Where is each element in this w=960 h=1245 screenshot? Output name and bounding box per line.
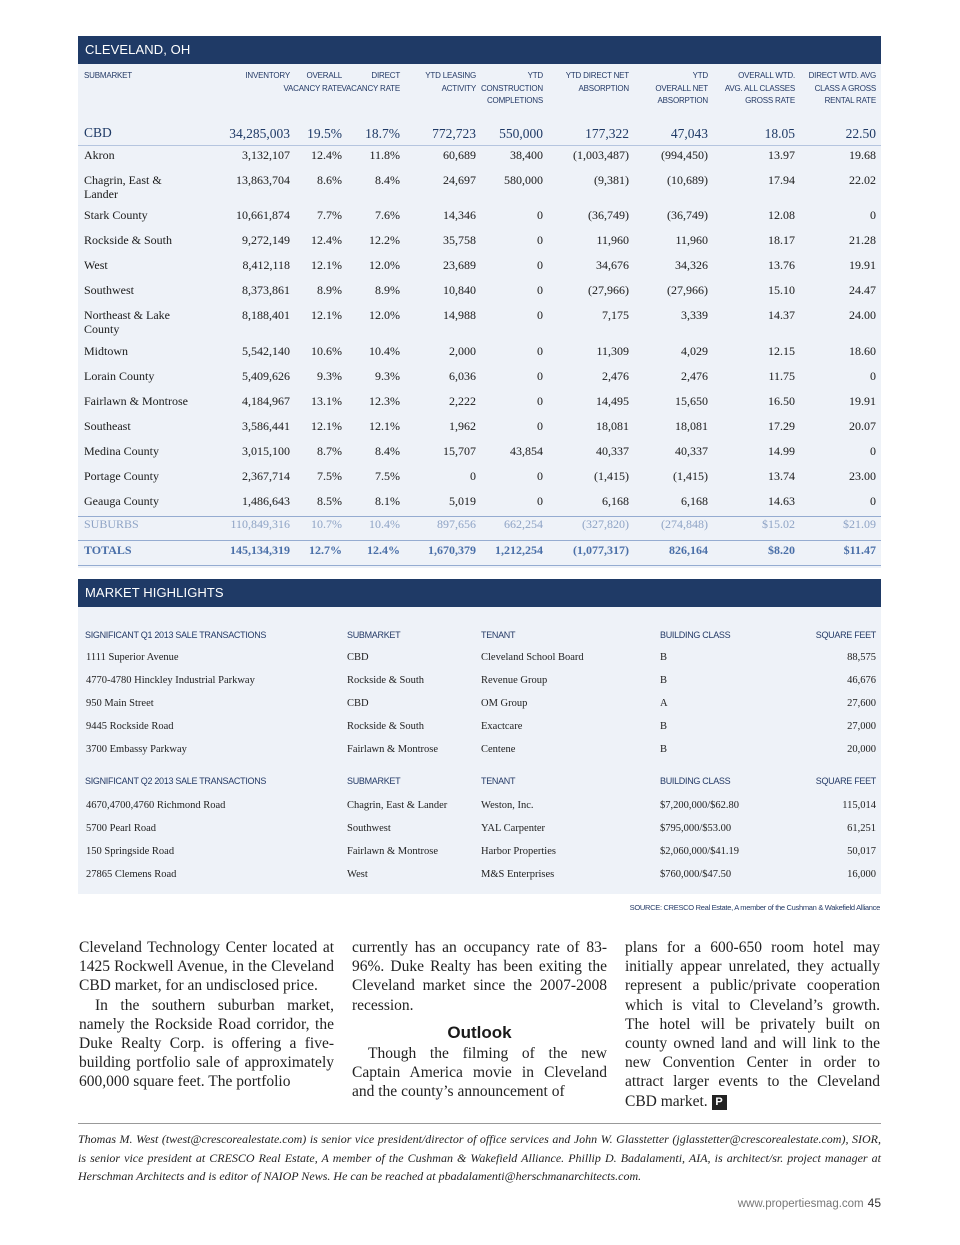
column-header: YTD LEASING ACTIVITY	[425, 71, 476, 93]
table-cell: 21.28	[849, 233, 876, 247]
market-table-title: CLEVELAND, OH	[78, 36, 881, 64]
submarket-name: Southeast	[84, 419, 131, 433]
table-rule	[78, 565, 881, 566]
table-cell: 0	[870, 494, 876, 508]
table-cell: 60,689	[443, 148, 476, 162]
table-cell: 0	[537, 369, 543, 383]
table-row	[78, 308, 881, 336]
table-cell: 10.6%	[311, 344, 342, 358]
table-cell: 11.8%	[369, 148, 400, 162]
table-cell: 7.5%	[317, 469, 342, 483]
table-cell: 12.1%	[311, 419, 342, 433]
table-cell: 12.08	[768, 208, 795, 222]
table-cell: 8,188,401	[242, 308, 290, 322]
table-cell: 12.3%	[369, 394, 400, 408]
table-cell: 12.0%	[369, 258, 400, 272]
table-cell: 0	[537, 344, 543, 358]
table-cell: 9,272,149	[242, 233, 290, 247]
column-header: DIRECT WTD. AVG CLASS A GROSS RENTAL RATE	[808, 71, 876, 105]
highlights-column-header: BUILDING CLASS	[660, 630, 731, 640]
table-cell: 3,339	[681, 308, 708, 322]
table-cell: 12.4%	[367, 543, 400, 557]
highlights-cell: 50,017	[847, 846, 876, 857]
highlights-cell: Cleveland School Board	[481, 652, 584, 663]
table-cell: 9.3%	[375, 369, 400, 383]
table-cell: 10.4%	[369, 517, 400, 531]
table-cell: 0	[537, 208, 543, 222]
article-paragraph	[625, 938, 880, 1111]
transaction-address: 4770-4780 Hinckley Industrial Parkway	[86, 675, 255, 686]
transaction-address: 1111 Superior Avenue	[86, 652, 179, 663]
table-cell: 1,962	[449, 419, 476, 433]
submarket-name: Geauga County	[84, 494, 159, 508]
column-header: SUBMARKET	[84, 71, 132, 80]
table-row	[78, 469, 881, 493]
table-cell: (36,749)	[588, 208, 629, 222]
table-cell: 2,222	[449, 394, 476, 408]
highlights-column-header: SQUARE FEET	[815, 776, 876, 786]
table-cell: (9,381)	[594, 173, 629, 187]
table-cell: 18,081	[596, 419, 629, 433]
submarket-name: TOTALS	[84, 543, 132, 557]
table-cell: 1,670,379	[428, 543, 476, 557]
table-cell: 13,863,704	[236, 173, 290, 187]
highlights-cell: 27,600	[847, 698, 876, 709]
table-cell: 8,412,118	[242, 258, 290, 272]
submarket-name: CBD	[84, 125, 112, 140]
table-cell: 550,000	[499, 126, 543, 141]
column-header: OVERALL WTD. AVG. ALL CLASSES GROSS RATE	[724, 71, 795, 105]
table-cell: 14.99	[768, 444, 795, 458]
table-rule	[78, 145, 881, 146]
table-cell: 18.17	[768, 233, 795, 247]
table-cell: 3,132,107	[242, 148, 290, 162]
transaction-address: 27865 Clemens Road	[86, 869, 177, 880]
table-row	[78, 369, 881, 393]
table-row	[78, 283, 881, 307]
highlights-cell: Harbor Properties	[481, 846, 556, 857]
article-paragraph: Cleveland Technology Center located at 1425 Rockwell Avenue, in the Cleveland CBD market, for an undisclosed price.	[79, 939, 334, 995]
submarket-name: Midtown	[84, 344, 129, 358]
table-cell: 4,184,967	[242, 394, 290, 408]
table-cell: 7,175	[602, 308, 629, 322]
table-cell: 0	[537, 283, 543, 297]
highlights-cell: B	[660, 721, 668, 732]
table-cell: 13.1%	[311, 394, 342, 408]
table-cell: $15.02	[762, 517, 795, 531]
page-number: 45	[867, 1196, 881, 1210]
table-cell: 3,586,441	[242, 419, 290, 433]
highlights-title: MARKET HIGHLIGHTS	[78, 579, 881, 607]
table-cell: (327,820)	[582, 517, 629, 531]
highlights-column-header: SUBMARKET	[347, 776, 401, 786]
table-cell: 12.1%	[311, 258, 342, 272]
table-cell: 5,409,626	[242, 369, 290, 383]
table-cell: 18.05	[764, 126, 795, 141]
table-cell: 7.6%	[375, 208, 400, 222]
highlights-cell: Chagrin, East & Lander	[347, 800, 448, 811]
table-cell: 0	[537, 469, 543, 483]
table-cell: 17.29	[768, 419, 795, 433]
table-cell: 24.00	[849, 308, 876, 322]
table-cell: $8.20	[768, 543, 795, 557]
highlights-cell: Rockside & South	[347, 721, 425, 732]
table-cell: 0	[870, 208, 876, 222]
table-cell: 11,960	[596, 233, 629, 247]
highlights-cell: 115,014	[842, 800, 876, 811]
table-cell: 145,134,319	[230, 543, 290, 557]
table-cell: 8.9%	[375, 283, 400, 297]
highlights-cell: 88,575	[847, 652, 876, 663]
table-row	[78, 543, 881, 567]
table-cell: 0	[537, 258, 543, 272]
submarket-name: Northeast & Lake County	[84, 308, 170, 336]
table-rule	[78, 516, 881, 517]
table-cell: 897,656	[437, 517, 476, 531]
transaction-address: 950 Main Street	[86, 698, 154, 709]
table-cell: 10.7%	[311, 517, 342, 531]
table-cell: 12.15	[768, 344, 795, 358]
transaction-address: 3700 Embassy Parkway	[86, 744, 187, 755]
table-cell: 40,337	[675, 444, 708, 458]
table-cell: 8.1%	[375, 494, 400, 508]
submarket-name: West	[84, 258, 108, 272]
table-cell: 826,164	[669, 543, 708, 557]
table-cell: 19.91	[849, 394, 876, 408]
highlights-cell: Fairlawn & Montrose	[347, 744, 438, 755]
table-cell: 34,676	[596, 258, 629, 272]
table-cell: 12.1%	[369, 419, 400, 433]
table-cell: 10,661,874	[236, 208, 290, 222]
submarket-name: Stark County	[84, 208, 148, 222]
table-cell: 12.4%	[311, 148, 342, 162]
highlights-cell: $7,200,000/$62.80	[660, 800, 740, 811]
table-cell: 35,758	[443, 233, 476, 247]
table-cell: 177,322	[585, 126, 629, 141]
submarket-name: Akron	[84, 148, 115, 162]
table-cell: 18.60	[849, 344, 876, 358]
table-cell: 15.10	[768, 283, 795, 297]
table-cell: 662,254	[504, 517, 543, 531]
article-paragraph: In the southern suburban market, namely the Rockside Road corridor, the Duke Realty Corp. is offering a five-building portfolio sale of approximately 600,000 square feet. The portfolio	[79, 996, 334, 1091]
table-cell: 18,081	[675, 419, 708, 433]
table-cell: 8,373,861	[242, 283, 290, 297]
table-rule	[78, 540, 881, 541]
table-cell: 2,476	[602, 369, 629, 383]
author-bio: Thomas M. West (twest@crescorealestate.com) is senior vice president/director of office services and John W. Glasstetter (jglasstetter@crescorealestate.com), SIOR, is senior vice president at CRESCO Real Estate, A member of the Cushman & Wakefield Alliance. Phillip D. Badalamenti, AIA, is architect/sr. project manager at Herschman Architects and is editor of NAIOP News. He can be reached at pbadalamenti@herschmanarchitects.com.	[78, 1132, 881, 1183]
table-row	[78, 126, 881, 150]
table-cell: 13.97	[768, 148, 795, 162]
table-cell: 11,960	[675, 233, 708, 247]
highlights-cell: $795,000/$53.00	[660, 823, 732, 834]
table-cell: 2,000	[449, 344, 476, 358]
table-cell: 13.74	[768, 469, 795, 483]
table-cell: 0	[537, 494, 543, 508]
table-cell: 20.07	[849, 419, 876, 433]
table-row	[78, 208, 881, 232]
page-footer	[738, 1196, 881, 1210]
table-cell: 19.68	[849, 148, 876, 162]
transaction-address: 4670,4700,4760 Richmond Road	[86, 800, 226, 811]
table-cell: 24.47	[849, 283, 876, 297]
highlights-cell: West	[347, 869, 368, 880]
table-cell: (1,415)	[594, 469, 629, 483]
highlights-cell: CBD	[347, 652, 369, 663]
table-cell: 7.5%	[375, 469, 400, 483]
bio-divider	[78, 1123, 881, 1124]
article-column-2	[352, 938, 607, 1102]
submarket-name: Medina County	[84, 444, 159, 458]
table-cell: 7.7%	[317, 208, 342, 222]
submarket-name: Portage County	[84, 469, 159, 483]
table-cell: 4,029	[681, 344, 708, 358]
table-cell: (10,689)	[667, 173, 708, 187]
highlights-cell: $760,000/$47.50	[660, 869, 732, 880]
table-cell: 2,476	[681, 369, 708, 383]
table-cell: 47,043	[670, 126, 708, 141]
highlights-column-header: BUILDING CLASS	[660, 776, 731, 786]
table-cell: 14,346	[443, 208, 476, 222]
table-cell: 772,723	[432, 126, 476, 141]
table-cell: 16.50	[768, 394, 795, 408]
table-cell: 14,495	[596, 394, 629, 408]
table-cell: (274,848)	[661, 517, 708, 531]
table-cell: 40,337	[596, 444, 629, 458]
submarket-name: Fairlawn & Montrose	[84, 394, 188, 408]
table-row	[78, 173, 881, 201]
table-cell: 19.5%	[307, 126, 342, 141]
market-table	[78, 64, 881, 118]
table-cell: 15,650	[675, 394, 708, 408]
table-cell: 22.50	[845, 126, 876, 141]
table-cell: (36,749)	[667, 208, 708, 222]
transaction-address: 9445 Rockside Road	[86, 721, 174, 732]
table-cell: 6,168	[681, 494, 708, 508]
highlights-cell: Exactcare	[481, 721, 523, 732]
table-cell: 0	[470, 469, 476, 483]
table-cell: 34,285,003	[229, 126, 290, 141]
highlights-cell: 20,000	[847, 744, 876, 755]
column-header: OVERALL VACANCY RATE	[283, 71, 342, 93]
table-cell: 12.2%	[369, 233, 400, 247]
table-row	[78, 517, 881, 541]
table-row	[78, 444, 881, 468]
source-note: SOURCE: CRESCO Real Estate, A member of the Cushman & Wakefield Alliance	[629, 903, 880, 912]
table-cell: $21.09	[843, 517, 876, 531]
table-cell: 8.5%	[317, 494, 342, 508]
column-header: INVENTORY	[245, 71, 290, 80]
table-cell: 11,309	[596, 344, 629, 358]
table-cell: 2,367,714	[242, 469, 290, 483]
table-cell: 6,168	[602, 494, 629, 508]
highlights-column-header: SQUARE FEET	[815, 630, 876, 640]
highlights-column-header: SUBMARKET	[347, 630, 401, 640]
table-cell: (1,077,317)	[573, 543, 629, 557]
table-cell: 10.4%	[369, 344, 400, 358]
table-cell: 38,400	[510, 148, 543, 162]
transaction-address: 5700 Pearl Road	[86, 823, 156, 834]
transaction-address: 150 Springside Road	[86, 846, 175, 857]
table-cell: (27,966)	[667, 283, 708, 297]
table-cell: 10,840	[443, 283, 476, 297]
highlights-cell: 61,251	[847, 823, 876, 834]
highlights-column-header: TENANT	[481, 630, 516, 640]
market-table-header	[78, 64, 881, 118]
table-cell: 22.02	[849, 173, 876, 187]
table-cell: 11.75	[768, 369, 795, 383]
table-cell: 8.7%	[317, 444, 342, 458]
column-header: YTD CONSTRUCTION COMPLETIONS	[480, 71, 543, 105]
table-row	[78, 258, 881, 282]
highlights-cell: CBD	[347, 698, 369, 709]
table-row	[78, 494, 881, 518]
highlights-cell: Weston, Inc.	[481, 800, 534, 811]
table-cell: 23.00	[849, 469, 876, 483]
highlights-cell: B	[660, 744, 668, 755]
submarket-name: Rockside & South	[84, 233, 173, 247]
highlights-cell: $2,060,000/$41.19	[660, 846, 740, 857]
table-cell: 0	[537, 419, 543, 433]
table-cell: 43,854	[510, 444, 543, 458]
article-column-1	[79, 938, 334, 1092]
table-cell: (1,415)	[673, 469, 708, 483]
table-cell: 1,212,254	[495, 543, 543, 557]
end-mark-icon: P	[712, 1095, 727, 1110]
table-cell: 8.6%	[317, 173, 342, 187]
table-cell: 6,036	[449, 369, 476, 383]
article-paragraph: currently has an occupancy rate of 83-96%. Duke Realty has been exiting the Cleveland market since the 2007-2008 recession.	[352, 939, 607, 1014]
highlights-cell: Centene	[481, 744, 516, 755]
table-cell: 13.76	[768, 258, 795, 272]
outlook-heading: Outlook	[447, 1022, 512, 1042]
column-header: YTD DIRECT NET ABSORPTION	[565, 71, 629, 93]
table-cell: 9.3%	[317, 369, 342, 383]
table-cell: 23,689	[443, 258, 476, 272]
table-cell: 34,326	[675, 258, 708, 272]
table-cell: 0	[537, 394, 543, 408]
table-cell: 0	[870, 369, 876, 383]
submarket-name: Southwest	[84, 283, 135, 297]
highlights-cell: Fairlawn & Montrose	[347, 846, 438, 857]
highlights-cell: 27,000	[847, 721, 876, 732]
highlights-cell: 46,676	[847, 675, 876, 686]
highlights-cell: A	[660, 698, 668, 709]
article-column-3	[625, 938, 880, 1111]
article-text: plans for a 600-650 room hotel may initially appear unrelated, they actually represent a public/private cooperation which is vital to Cleveland’s growth. The hotel will be privately built on county owned land and will link to the new Convention Center in order to attract larger events to the Cleveland CBD market.	[625, 939, 880, 1110]
highlights-cell: B	[660, 675, 668, 686]
highlights-cell: M&S Enterprises	[481, 869, 555, 880]
table-cell: 8.4%	[375, 173, 400, 187]
table-cell: 3,015,100	[242, 444, 290, 458]
highlights-cell: OM Group	[481, 698, 528, 709]
table-cell: 110,849,316	[230, 517, 290, 531]
table-cell: (1,003,487)	[573, 148, 629, 162]
table-cell: (994,450)	[661, 148, 708, 162]
highlights-column-header: SIGNIFICANT Q2 2013 SALE TRANSACTIONS	[85, 776, 267, 786]
table-row	[78, 344, 881, 368]
table-cell: 0	[537, 308, 543, 322]
table-cell: 12.7%	[309, 543, 342, 557]
highlights-column-header: SIGNIFICANT Q1 2013 SALE TRANSACTIONS	[85, 630, 267, 640]
footer-url[interactable]: www.propertiesmag.com	[737, 1198, 864, 1210]
highlights-cell: 16,000	[847, 869, 876, 880]
table-cell: 12.4%	[311, 233, 342, 247]
table-cell: 8.9%	[317, 283, 342, 297]
highlights-cell: YAL Carpenter	[481, 823, 546, 834]
highlights-background	[78, 607, 881, 894]
table-cell: 8.4%	[375, 444, 400, 458]
table-cell: $11.47	[843, 543, 876, 557]
table-cell: 15,707	[443, 444, 476, 458]
table-cell: (27,966)	[588, 283, 629, 297]
table-cell: 12.1%	[311, 308, 342, 322]
table-cell: 0	[870, 444, 876, 458]
table-cell: 12.0%	[369, 308, 400, 322]
table-cell: 24,697	[443, 173, 476, 187]
article-paragraph: Though the filming of the new Captain America movie in Cleveland and the county’s announcement of	[352, 1045, 607, 1101]
highlights-cell: Southwest	[347, 823, 391, 834]
highlights-cell: Rockside & South	[347, 675, 425, 686]
submarket-name: SUBURBS	[84, 517, 139, 531]
table-row	[78, 419, 881, 443]
submarket-name: Lorain County	[84, 369, 155, 383]
table-row	[78, 148, 881, 172]
table-row	[78, 233, 881, 257]
table-cell: 18.7%	[365, 126, 400, 141]
table-cell: 17.94	[768, 173, 795, 187]
table-cell: 19.91	[849, 258, 876, 272]
table-cell: 0	[537, 233, 543, 247]
table-cell: 14.37	[768, 308, 795, 322]
table-cell: 14.63	[768, 494, 795, 508]
column-header: YTD OVERALL NET ABSORPTION	[655, 71, 708, 105]
highlights-cell: B	[660, 652, 668, 663]
table-cell: 5,019	[449, 494, 476, 508]
submarket-name: Chagrin, East & Lander	[84, 173, 162, 201]
table-cell: 5,542,140	[242, 344, 290, 358]
table-cell: 1,486,643	[242, 494, 290, 508]
table-cell: 580,000	[504, 173, 543, 187]
column-header: DIRECT VACANCY RATE	[341, 71, 400, 93]
table-row	[78, 394, 881, 418]
table-cell: 14,988	[443, 308, 476, 322]
highlights-column-header: TENANT	[481, 776, 516, 786]
highlights-cell: Revenue Group	[481, 675, 548, 686]
